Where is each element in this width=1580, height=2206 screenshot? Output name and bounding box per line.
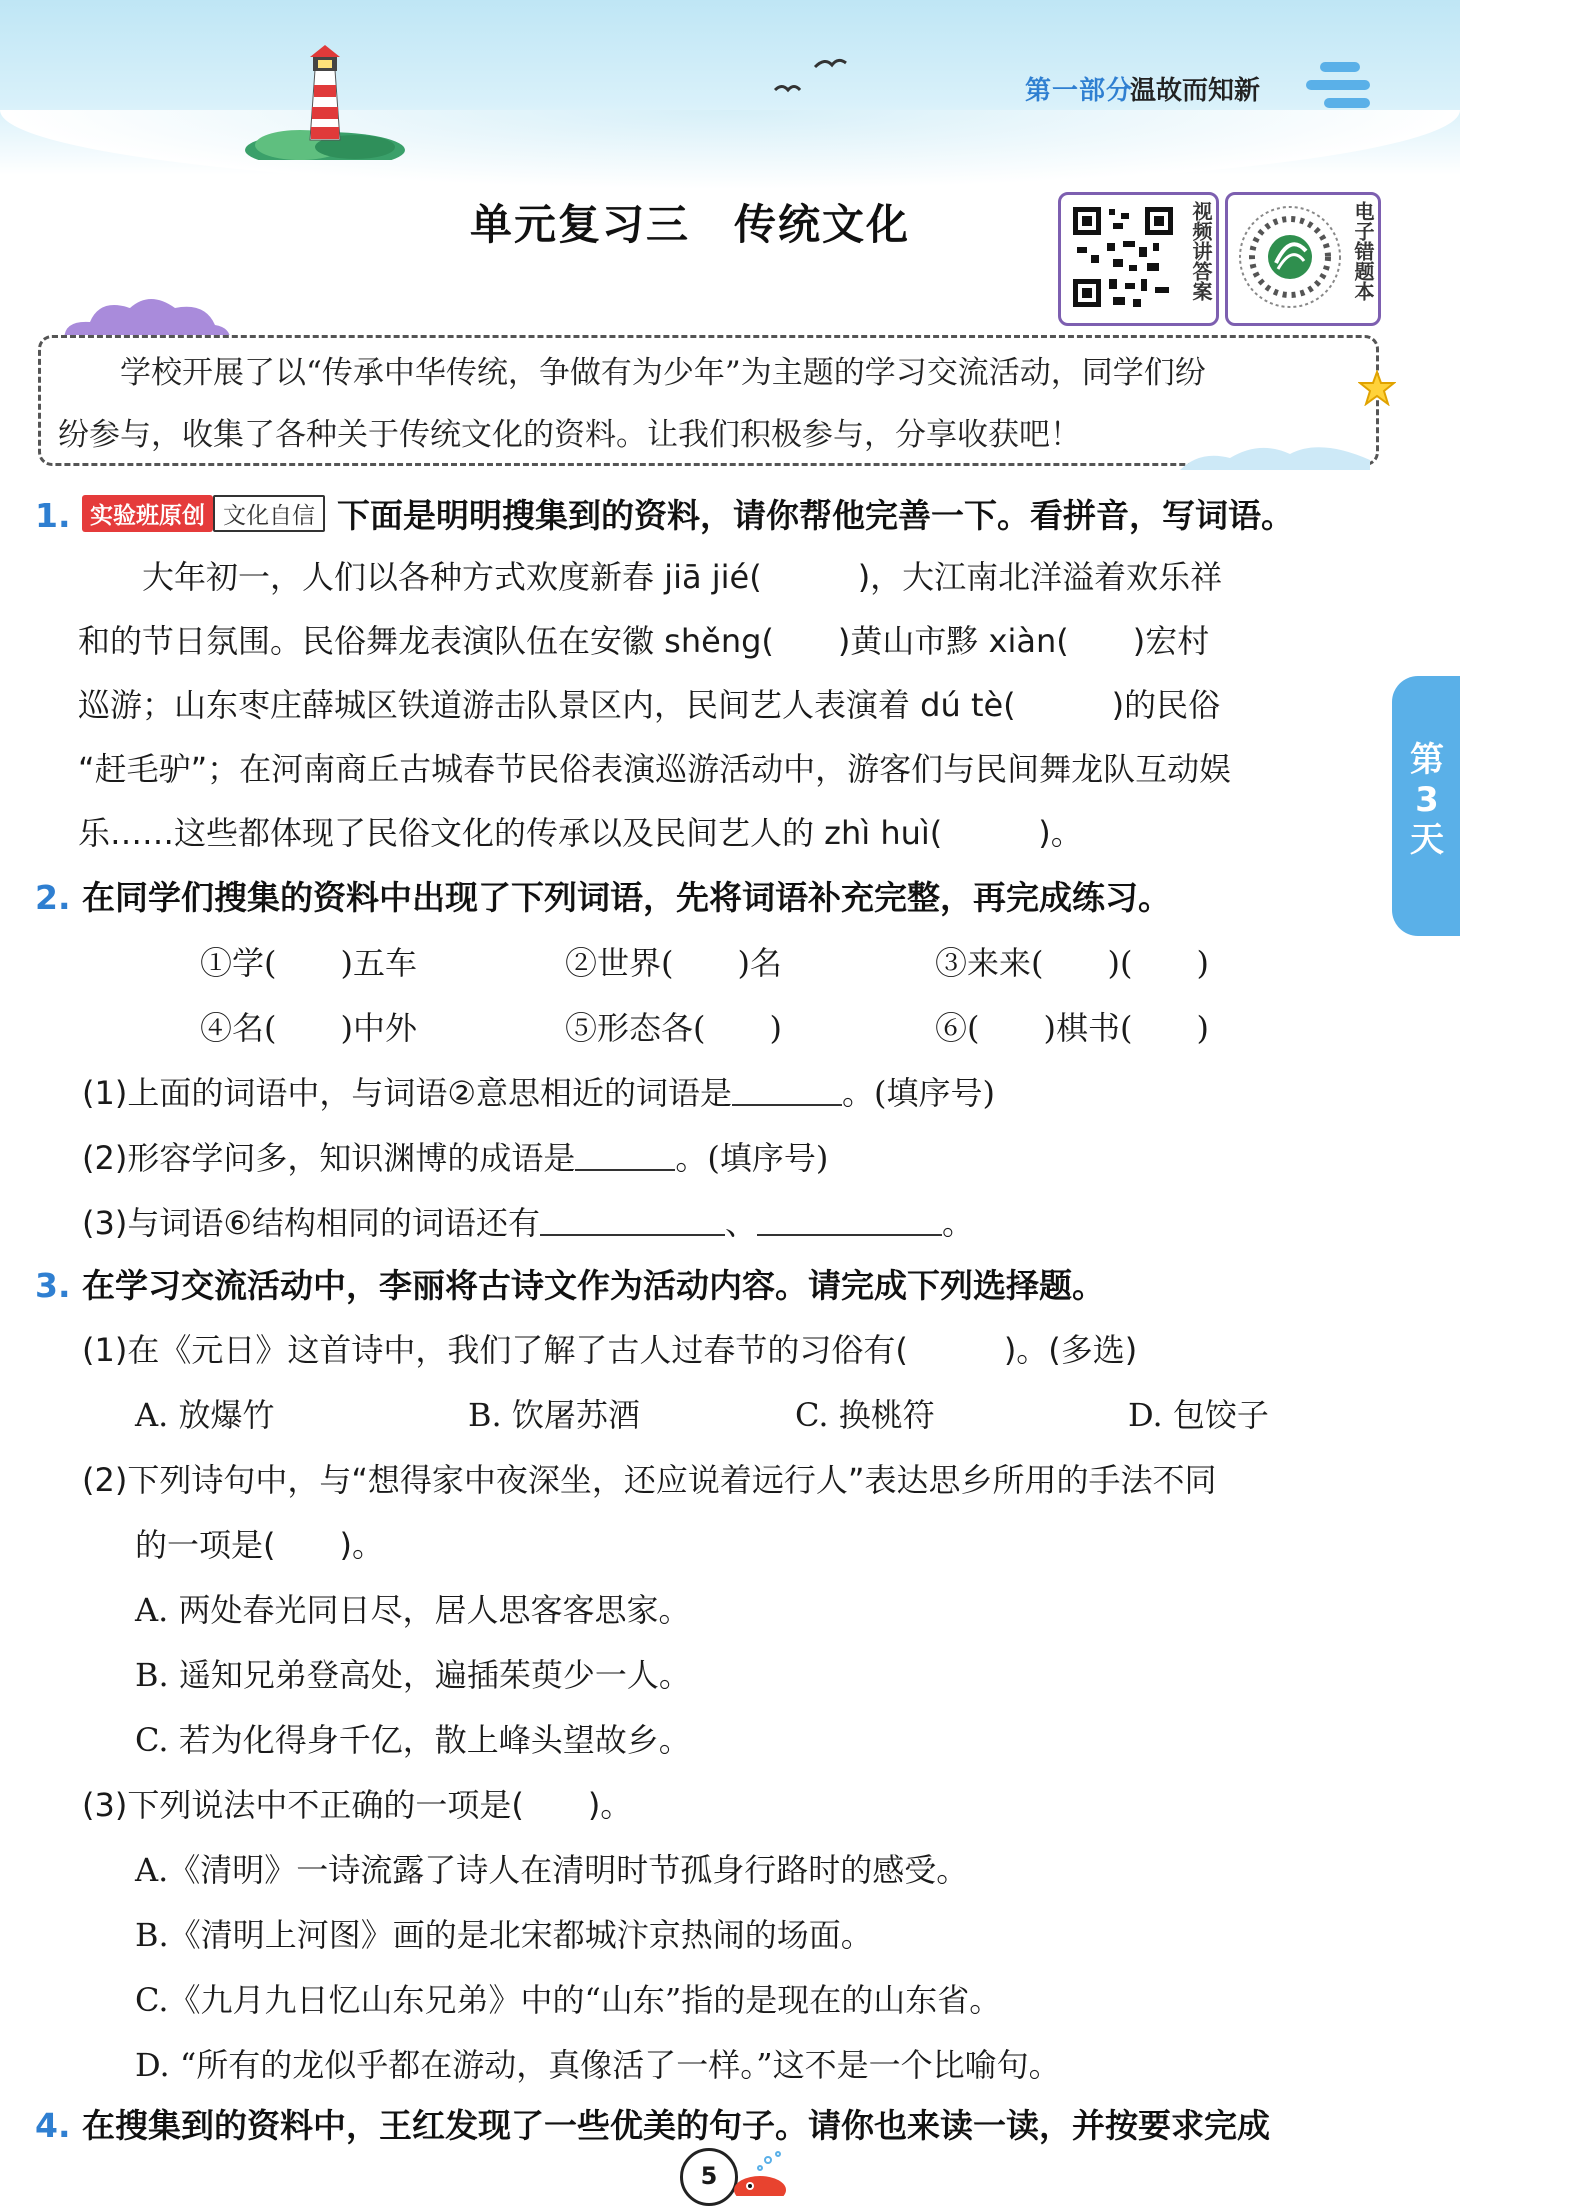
culture-tag: 文化自信 xyxy=(213,495,325,532)
word-item: ②世界( )名 xyxy=(565,944,782,982)
question-text: 下面是明明搜集到的资料，请你帮他完善一下。看拼音，写词语。 xyxy=(337,496,1294,535)
word-item: ④名( )中外 xyxy=(200,1009,417,1047)
choice-option[interactable]: B. 遥知兄弟登高处，遍插茱萸少一人。 xyxy=(135,1656,691,1694)
q3-part-3: (3)下列说法中不正确的一项是( )。 xyxy=(82,1786,633,1824)
q2-sub-3 xyxy=(82,1198,974,1244)
sub-text: 。(填序号) xyxy=(675,1139,829,1177)
word-item: ③来来( )( ) xyxy=(935,944,1209,982)
choice-option[interactable]: C.《九月九日忆山东兄弟》中的“山东”指的是现在的山东省。 xyxy=(135,1981,1002,2019)
sub-text: (2)形容学问多，知识渊博的成语是 xyxy=(82,1139,576,1177)
question-text: 在同学们搜集的资料中出现了下列词语，先将词语补充完整，再完成练习。 xyxy=(82,878,1171,917)
question-4-heading xyxy=(35,2100,1270,2147)
qr2-label: 电子错题本 xyxy=(1351,201,1375,301)
intro-line: 学校开展了以“传承中华传统，争做有为少年”为主题的学习交流活动，同学们纷 xyxy=(58,355,1206,391)
video-answer-qr[interactable] xyxy=(1058,192,1219,326)
q3-part-2: (2)下列诗句中，与“想得家中夜深坐，还应说着远行人”表达思乡所用的手法不同 xyxy=(82,1461,1217,1499)
page-margin xyxy=(1460,0,1580,2196)
mini-program-code-icon xyxy=(1236,203,1344,311)
q2-sub-1 xyxy=(82,1068,995,1114)
choice-option[interactable]: D. 包饺子 xyxy=(1128,1396,1269,1434)
birds-icon xyxy=(770,55,850,100)
sub-text: 。(填序号) xyxy=(842,1074,996,1112)
error-book-qr[interactable] xyxy=(1225,192,1381,326)
section-subtitle: 温故而知新 xyxy=(1130,76,1261,106)
word-item: ①学( )五车 xyxy=(200,944,417,982)
word-item: ⑤形态各( ) xyxy=(565,1009,782,1047)
intro-text xyxy=(58,342,1358,466)
question-number: 3. xyxy=(35,1266,71,1305)
q3-part-1: (1)在《元日》这首诗中，我们了解了古人过春节的习俗有( )。(多选) xyxy=(82,1331,1138,1369)
question-1-heading xyxy=(35,490,1294,537)
q3-part-2-cont: 的一项是( )。 xyxy=(135,1526,384,1564)
answer-blank[interactable] xyxy=(732,1076,842,1106)
q1-paragraph-line: 巡游；山东枣庄薛城区铁道游击队景区内，民间艺人表演着 dú tè( )的民俗 xyxy=(78,686,1221,724)
choice-option[interactable]: B.《清明上河图》画的是北宋都城汴京热闹的场面。 xyxy=(135,1916,873,1954)
qr1-label: 视频讲答案 xyxy=(1189,201,1213,301)
star-icon xyxy=(1358,370,1396,406)
answer-blank[interactable] xyxy=(757,1206,942,1236)
page-title: 单元复习三 传统文化 xyxy=(470,200,911,249)
choice-option[interactable]: B. 饮屠苏酒 xyxy=(468,1396,640,1434)
question-number: 1. xyxy=(35,496,71,535)
qr-code-icon xyxy=(1069,203,1177,311)
question-text: 在搜集到的资料中，王红发现了一些优美的句子。请你也来读一读，并按要求完成 xyxy=(82,2106,1270,2145)
intro-line: 纷参与，收集了各种关于传统文化的资料。让我们积极参与，分享收获吧！ xyxy=(58,417,1081,453)
choice-option[interactable]: A. 两处春光同日尽，居人思客客思家。 xyxy=(135,1591,691,1629)
sub-text: (1)上面的词语中，与词语②意思相近的词语是 xyxy=(82,1074,733,1112)
section-label: 第一部分 xyxy=(1025,76,1134,106)
sub-text: 、 xyxy=(725,1204,758,1242)
fish-icon xyxy=(720,2150,800,2196)
page-number: 5 xyxy=(680,2148,738,2206)
answer-blank[interactable] xyxy=(540,1206,725,1236)
q1-paragraph-line: 乐……这些都体现了民俗文化的传承以及民间艺人的 zhì huì( )。 xyxy=(78,814,1083,852)
q1-paragraph-line: 大年初一，人们以各种方式欢度新春 jiā jié( )，大江南北洋溢着欢乐祥 xyxy=(78,558,1223,596)
choice-option[interactable]: A. 放爆竹 xyxy=(135,1396,275,1434)
q2-sub-2 xyxy=(82,1133,828,1179)
choice-option[interactable]: C. 若为化得身千亿，散上峰头望故乡。 xyxy=(135,1721,691,1759)
sub-text: 。 xyxy=(942,1204,975,1242)
wave-decoration xyxy=(1180,430,1370,470)
word-item: ⑥( )棋书( ) xyxy=(935,1009,1209,1047)
choice-option[interactable]: C. 换桃符 xyxy=(795,1396,935,1434)
lighthouse-icon xyxy=(240,45,410,160)
choice-option[interactable]: A.《清明》一诗流露了诗人在清明时节孤身行路时的感受。 xyxy=(135,1851,969,1889)
section-mark-icon xyxy=(1300,58,1375,113)
sub-text: (3)与词语⑥结构相同的词语还有 xyxy=(82,1204,541,1242)
question-text: 在学习交流活动中，李丽将古诗文作为活动内容。请完成下列选择题。 xyxy=(82,1266,1105,1305)
original-tag: 实验班原创 xyxy=(82,495,213,532)
answer-blank[interactable] xyxy=(575,1141,675,1171)
header-wave xyxy=(0,110,1460,190)
question-3-heading xyxy=(35,1260,1105,1307)
q1-paragraph-line: “赶毛驴”；在河南商丘古城春节民俗表演巡游活动中，游客们与民间舞龙队互动娱 xyxy=(78,750,1232,788)
choice-option[interactable]: D. “所有的龙似乎都在游动，真像活了一样。”这不是一个比喻句。 xyxy=(135,2046,1061,2084)
question-number: 4. xyxy=(35,2106,71,2145)
question-number: 2. xyxy=(35,878,71,917)
q1-paragraph-line: 和的节日氛围。民俗舞龙表演队伍在安徽 shěng( )黄山市黟 xiàn( )宏村 xyxy=(78,622,1210,660)
question-2-heading xyxy=(35,872,1171,919)
day-tab-label: 第3天 xyxy=(1410,740,1444,860)
